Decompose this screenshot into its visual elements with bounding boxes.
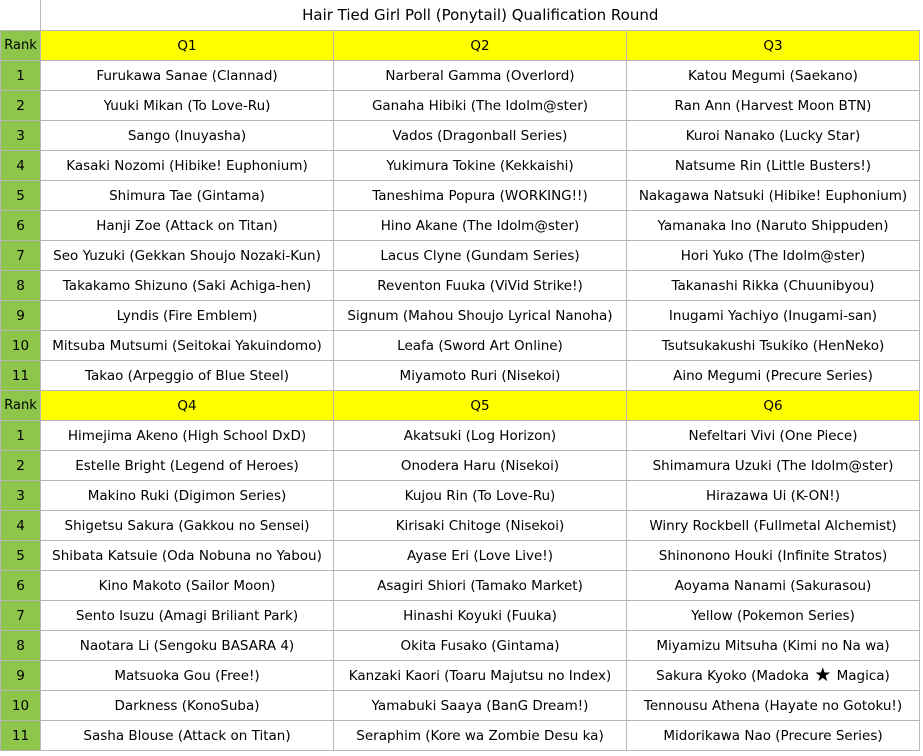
character-cell[interactable]: Shinonono Houki (Infinite Stratos) bbox=[627, 541, 920, 571]
character-cell[interactable]: Takanashi Rikka (Chuunibyou) bbox=[627, 271, 920, 301]
character-cell[interactable]: Kasaki Nozomi (Hibike! Euphonium) bbox=[41, 151, 334, 181]
character-cell[interactable]: Yuuki Mikan (To Love-Ru) bbox=[41, 91, 334, 121]
character-cell[interactable]: Ran Ann (Harvest Moon BTN) bbox=[627, 91, 920, 121]
rank-cell[interactable]: 1 bbox=[1, 421, 41, 451]
rank-cell[interactable]: 2 bbox=[1, 91, 41, 121]
character-cell[interactable]: Shigetsu Sakura (Gakkou no Sensei) bbox=[41, 511, 334, 541]
character-cell[interactable]: Shimura Tae (Gintama) bbox=[41, 181, 334, 211]
rank-cell[interactable]: 6 bbox=[1, 211, 41, 241]
character-cell[interactable]: Estelle Bright (Legend of Heroes) bbox=[41, 451, 334, 481]
character-cell[interactable]: Hino Akane (The Idolm@ster) bbox=[334, 211, 627, 241]
character-cell[interactable]: Nakagawa Natsuki (Hibike! Euphonium) bbox=[627, 181, 920, 211]
table-row bbox=[1, 91, 920, 121]
character-cell[interactable]: Kino Makoto (Sailor Moon) bbox=[41, 571, 334, 601]
table-row bbox=[1, 181, 920, 211]
group-header-q4[interactable]: Q4 bbox=[41, 391, 334, 421]
table-row bbox=[1, 661, 920, 691]
header-row bbox=[1, 31, 920, 61]
character-cell[interactable]: Sasha Blouse (Attack on Titan) bbox=[41, 721, 334, 751]
character-cell[interactable]: Reventon Fuuka (ViVid Strike!) bbox=[334, 271, 627, 301]
character-cell[interactable]: Shimamura Uzuki (The Idolm@ster) bbox=[627, 451, 920, 481]
cell-text-part: Sakura Kyoko (Madoka bbox=[656, 667, 809, 684]
group-header-q5[interactable]: Q5 bbox=[334, 391, 627, 421]
rank-cell[interactable]: 1 bbox=[1, 61, 41, 91]
table-row bbox=[1, 721, 920, 751]
rank-cell[interactable]: 11 bbox=[1, 721, 41, 751]
rank-cell[interactable]: 3 bbox=[1, 121, 41, 151]
rank-cell[interactable]: 6 bbox=[1, 571, 41, 601]
character-cell[interactable]: Hori Yuko (The Idolm@ster) bbox=[627, 241, 920, 271]
rank-cell[interactable]: 10 bbox=[1, 331, 41, 361]
character-cell[interactable]: Matsuoka Gou (Free!) bbox=[41, 661, 334, 691]
character-cell[interactable]: Taneshima Popura (WORKING!!) bbox=[334, 181, 627, 211]
character-cell[interactable]: Sango (Inuyasha) bbox=[41, 121, 334, 151]
character-cell[interactable]: Tennousu Athena (Hayate no Gotoku!) bbox=[627, 691, 920, 721]
rank-cell[interactable]: 5 bbox=[1, 181, 41, 211]
table-row bbox=[1, 331, 920, 361]
character-cell[interactable]: Akatsuki (Log Horizon) bbox=[334, 421, 627, 451]
character-cell[interactable]: Ayase Eri (Love Live!) bbox=[334, 541, 627, 571]
rank-header[interactable]: Rank bbox=[1, 391, 41, 421]
character-cell[interactable]: Leafa (Sword Art Online) bbox=[334, 331, 627, 361]
group-header-q3[interactable]: Q3 bbox=[627, 31, 920, 61]
character-cell[interactable]: Onodera Haru (Nisekoi) bbox=[334, 451, 627, 481]
table-row bbox=[1, 631, 920, 661]
character-cell[interactable]: Miyamizu Mitsuha (Kimi no Na wa) bbox=[627, 631, 920, 661]
character-cell[interactable]: Tsutsukakushi Tsukiko (HenNeko) bbox=[627, 331, 920, 361]
rank-cell[interactable]: 8 bbox=[1, 631, 41, 661]
table-row bbox=[1, 151, 920, 181]
table-row bbox=[1, 121, 920, 151]
character-cell[interactable] bbox=[627, 661, 920, 691]
rank-header[interactable]: Rank bbox=[1, 31, 41, 61]
title-row bbox=[1, 0, 920, 31]
table-row bbox=[1, 481, 920, 511]
character-cell[interactable]: Signum (Mahou Shoujo Lyrical Nanoha) bbox=[334, 301, 627, 331]
character-cell[interactable]: Naotara Li (Sengoku BASARA 4) bbox=[41, 631, 334, 661]
group-header-q2[interactable]: Q2 bbox=[334, 31, 627, 61]
character-cell[interactable]: Kujou Rin (To Love-Ru) bbox=[334, 481, 627, 511]
table-row bbox=[1, 451, 920, 481]
table-row bbox=[1, 271, 920, 301]
rank-cell[interactable]: 8 bbox=[1, 271, 41, 301]
character-cell[interactable]: Seo Yuzuki (Gekkan Shoujo Nozaki-Kun) bbox=[41, 241, 334, 271]
character-cell[interactable]: Ganaha Hibiki (The Idolm@ster) bbox=[334, 91, 627, 121]
character-cell[interactable]: Yellow (Pokemon Series) bbox=[627, 601, 920, 631]
character-cell[interactable]: Winry Rockbell (Fullmetal Alchemist) bbox=[627, 511, 920, 541]
rank-cell[interactable]: 11 bbox=[1, 361, 41, 391]
character-cell[interactable]: Kirisaki Chitoge (Nisekoi) bbox=[334, 511, 627, 541]
group-header-q1[interactable]: Q1 bbox=[41, 31, 334, 61]
character-cell[interactable]: Katou Megumi (Saekano) bbox=[627, 61, 920, 91]
table-row bbox=[1, 511, 920, 541]
table-row bbox=[1, 241, 920, 271]
character-cell[interactable]: Yamabuki Saaya (BanG Dream!) bbox=[334, 691, 627, 721]
character-cell[interactable]: Lacus Clyne (Gundam Series) bbox=[334, 241, 627, 271]
character-cell[interactable]: Yamanaka Ino (Naruto Shippuden) bbox=[627, 211, 920, 241]
rank-cell[interactable]: 7 bbox=[1, 601, 41, 631]
character-cell[interactable]: Himejima Akeno (High School DxD) bbox=[41, 421, 334, 451]
table-row bbox=[1, 421, 920, 451]
rank-cell[interactable]: 7 bbox=[1, 241, 41, 271]
character-cell[interactable]: Aino Megumi (Precure Series) bbox=[627, 361, 920, 391]
table-row bbox=[1, 301, 920, 331]
character-cell[interactable]: Mitsuba Mutsumi (Seitokai Yakuindomo) bbox=[41, 331, 334, 361]
rank-cell[interactable]: 5 bbox=[1, 541, 41, 571]
character-cell[interactable]: Shibata Katsuie (Oda Nobuna no Yabou) bbox=[41, 541, 334, 571]
character-cell[interactable]: Natsume Rin (Little Busters!) bbox=[627, 151, 920, 181]
table-row bbox=[1, 61, 920, 91]
cell-text-part: Magica) bbox=[836, 667, 890, 684]
rank-cell[interactable]: 3 bbox=[1, 481, 41, 511]
table-row bbox=[1, 361, 920, 391]
character-cell[interactable]: Hanji Zoe (Attack on Titan) bbox=[41, 211, 334, 241]
character-cell[interactable]: Aoyama Nanami (Sakurasou) bbox=[627, 571, 920, 601]
character-cell[interactable]: Okita Fusako (Gintama) bbox=[334, 631, 627, 661]
header-row bbox=[1, 391, 920, 421]
rank-cell[interactable]: 10 bbox=[1, 691, 41, 721]
page-title: Hair Tied Girl Poll (Ponytail) Qualification Round bbox=[41, 0, 920, 31]
character-cell[interactable]: Asagiri Shiori (Tamako Market) bbox=[334, 571, 627, 601]
character-cell[interactable]: Hirazawa Ui (K-ON!) bbox=[627, 481, 920, 511]
character-cell[interactable]: Miyamoto Ruri (Nisekoi) bbox=[334, 361, 627, 391]
character-cell[interactable]: Lyndis (Fire Emblem) bbox=[41, 301, 334, 331]
table-row bbox=[1, 691, 920, 721]
character-cell[interactable]: Yukimura Tokine (Kekkaishi) bbox=[334, 151, 627, 181]
star-icon: ★ bbox=[814, 663, 832, 686]
rank-cell[interactable]: 4 bbox=[1, 511, 41, 541]
character-cell[interactable]: Hinashi Koyuki (Fuuka) bbox=[334, 601, 627, 631]
rank-cell[interactable]: 4 bbox=[1, 151, 41, 181]
table-row bbox=[1, 601, 920, 631]
character-cell[interactable]: Nefeltari Vivi (One Piece) bbox=[627, 421, 920, 451]
character-cell[interactable]: Kuroi Nanako (Lucky Star) bbox=[627, 121, 920, 151]
character-cell[interactable]: Vados (Dragonball Series) bbox=[334, 121, 627, 151]
character-cell[interactable]: Kanzaki Kaori (Toaru Majutsu no Index) bbox=[334, 661, 627, 691]
character-cell[interactable]: Narberal Gamma (Overlord) bbox=[334, 61, 627, 91]
character-cell[interactable]: Takao (Arpeggio of Blue Steel) bbox=[41, 361, 334, 391]
group-header-q6[interactable]: Q6 bbox=[627, 391, 920, 421]
rank-cell[interactable]: 9 bbox=[1, 661, 41, 691]
character-cell[interactable]: Seraphim (Kore wa Zombie Desu ka) bbox=[334, 721, 627, 751]
character-cell[interactable]: Takakamo Shizuno (Saki Achiga-hen) bbox=[41, 271, 334, 301]
character-cell[interactable]: Darkness (KonoSuba) bbox=[41, 691, 334, 721]
character-cell[interactable]: Midorikawa Nao (Precure Series) bbox=[627, 721, 920, 751]
rank-cell[interactable]: 9 bbox=[1, 301, 41, 331]
character-cell[interactable]: Furukawa Sanae (Clannad) bbox=[41, 61, 334, 91]
character-cell[interactable]: Inugami Yachiyo (Inugami-san) bbox=[627, 301, 920, 331]
character-cell[interactable]: Makino Ruki (Digimon Series) bbox=[41, 481, 334, 511]
table-row bbox=[1, 571, 920, 601]
table-row bbox=[1, 541, 920, 571]
table-row bbox=[1, 211, 920, 241]
corner-cell bbox=[1, 0, 41, 31]
rank-cell[interactable]: 2 bbox=[1, 451, 41, 481]
character-cell[interactable]: Sento Isuzu (Amagi Briliant Park) bbox=[41, 601, 334, 631]
